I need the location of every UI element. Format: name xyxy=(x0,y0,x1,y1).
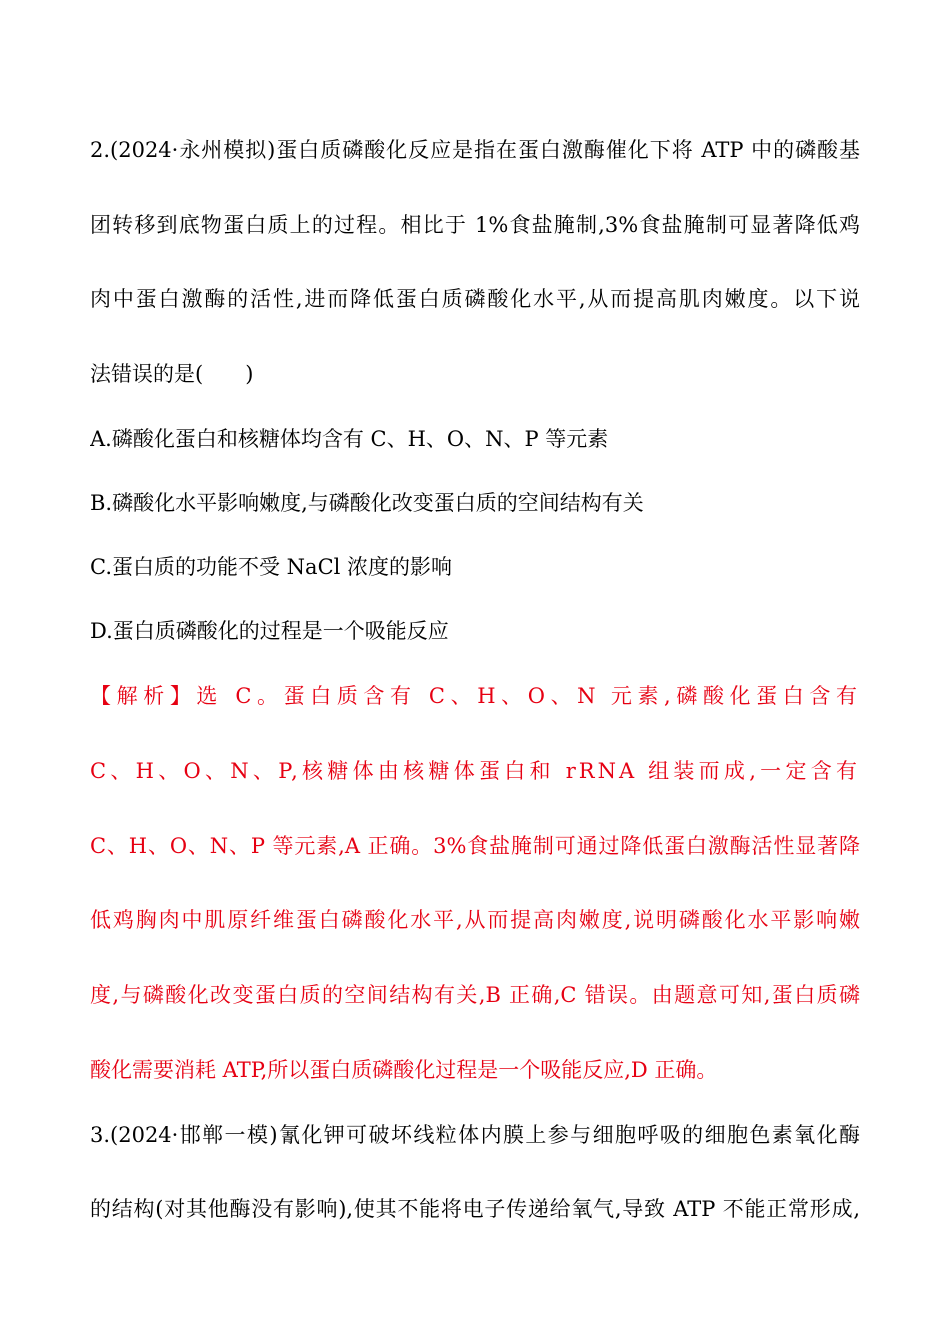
q2-analysis-line-4: 低鸡胸肉中肌原纤维蛋白磷酸化水平,从而提高肉嫩度,说明磷酸化水平影响嫩 xyxy=(90,908,860,932)
q2-stem-line-1: 2.(2024·永州模拟)蛋白质磷酸化反应是指在蛋白激酶催化下将 ATP 中的磷酸基 xyxy=(90,138,860,162)
q3-stem-line-2: 的结构(对其他酶没有影响),使其不能将电子传递给氧气,导致 ATP 不能正常形成, xyxy=(90,1197,860,1221)
q2-analysis-line-3: C、H、O、N、P 等元素,A 正确。3%食盐腌制可通过降低蛋白激酶活性显著降 xyxy=(90,834,860,858)
q2-analysis-line-5: 度,与磷酸化改变蛋白质的空间结构有关,B 正确,C 错误。由题意可知,蛋白质磷 xyxy=(90,983,860,1007)
q2-option-a: A.磷酸化蛋白和核糖体均含有 C、H、O、N、P 等元素 xyxy=(90,427,609,451)
q2-option-c: C.蛋白质的功能不受 NaCl 浓度的影响 xyxy=(90,555,453,579)
q2-stem-line-3: 肉中蛋白激酶的活性,进而降低蛋白质磷酸化水平,从而提高肌肉嫩度。以下说 xyxy=(90,287,860,311)
q2-option-d: D.蛋白质磷酸化的过程是一个吸能反应 xyxy=(90,619,449,643)
q2-stem-line-2: 团转移到底物蛋白质上的过程。相比于 1%食盐腌制,3%食盐腌制可显著降低鸡 xyxy=(90,213,860,237)
q2-stem-line-4: 法错误的是( ) xyxy=(90,362,254,386)
q2-analysis-line-6: 酸化需要消耗 ATP,所以蛋白质磷酸化过程是一个吸能反应,D 正确。 xyxy=(90,1058,718,1082)
q2-option-b: B.磷酸化水平影响嫩度,与磷酸化改变蛋白质的空间结构有关 xyxy=(90,491,644,515)
q3-stem-line-1: 3.(2024·邯郸一模)氰化钾可破坏线粒体内膜上参与细胞呼吸的细胞色素氧化酶 xyxy=(90,1123,860,1147)
q2-analysis-line-2: C、H、O、N、P,核糖体由核糖体蛋白和 rRNA 组装而成,一定含有 xyxy=(90,759,860,783)
q2-analysis-line-1: 【解析】选 C。蛋白质含有 C、H、O、N 元素,磷酸化蛋白含有 xyxy=(90,684,860,708)
